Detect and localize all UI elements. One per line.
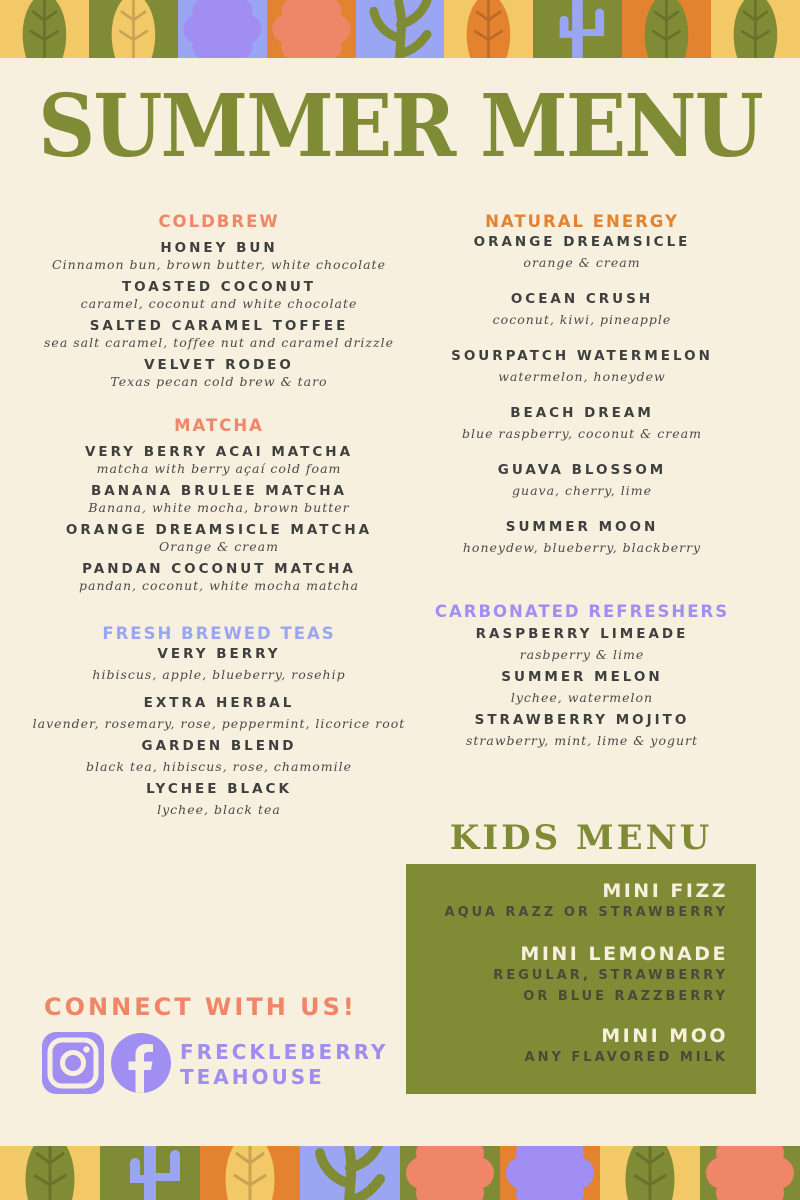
kids-item-name: MINI MOO — [601, 1025, 728, 1047]
item-description: Texas pecan cold brew & taro — [110, 374, 328, 389]
decor-tile — [600, 1146, 700, 1200]
item-description: pandan, coconut, white mocha matcha — [79, 578, 359, 593]
menu-item — [20, 483, 418, 516]
kids-item-description: ANY FLAVORED MILK — [524, 1050, 728, 1065]
item-description: coconut, kiwi, pineapple — [492, 312, 672, 327]
item-description: Orange & cream — [159, 539, 279, 554]
menu-item — [20, 318, 418, 351]
kids-item — [445, 880, 728, 923]
connect-title: CONNECT WITH US! — [44, 993, 357, 1021]
decor-tile — [711, 0, 800, 58]
section-matcha — [20, 416, 418, 594]
decor-tile — [0, 1146, 100, 1200]
left-column — [20, 212, 418, 818]
menu-item — [20, 357, 418, 390]
handle-line: FRECKLEBERRY — [180, 1040, 389, 1064]
item-name: STRAWBERRY MOJITO — [474, 712, 690, 728]
menu-item — [432, 462, 732, 499]
section-title: CARBONATED REFRESHERS — [434, 602, 730, 621]
item-name: BANANA BRULEE MATCHA — [90, 483, 348, 499]
section-title: NATURAL ENERGY — [485, 212, 679, 231]
item-description: honeydew, blueberry, blackberry — [462, 540, 702, 555]
item-description: rasbperry & lime — [519, 647, 645, 662]
menu-title: SUMMER MENU — [38, 76, 762, 177]
item-name: EXTRA HERBAL — [143, 695, 295, 711]
item-name: SALTED CARAMEL TOFFEE — [89, 318, 349, 334]
item-description: lavender, rosemary, rose, peppermint, licorice root — [32, 716, 406, 731]
section-fresh-brewed-teas — [20, 624, 418, 818]
menu-item — [20, 561, 418, 594]
decor-tile — [622, 0, 711, 58]
kids-item-description: OR BLUE RAZZBERRY — [523, 989, 728, 1004]
item-name: HONEY BUN — [160, 240, 278, 256]
section-carbonated-refreshers — [432, 602, 732, 749]
menu-item — [432, 291, 732, 328]
bottom-decor-band — [0, 1146, 800, 1200]
social-handle[interactable] — [180, 1040, 388, 1090]
item-description: watermelon, honeydew — [498, 369, 666, 384]
facebook-icon[interactable] — [110, 1032, 172, 1094]
item-name: VERY BERRY ACAI MATCHA — [84, 444, 354, 460]
item-name: BEACH DREAM — [510, 405, 654, 421]
menu-item — [20, 646, 418, 683]
item-description: black tea, hibiscus, rose, chamomile — [85, 759, 353, 774]
menu-item — [20, 738, 418, 775]
kids-item-name: MINI FIZZ — [602, 880, 728, 902]
menu-item — [432, 712, 732, 749]
handle-line: TEAHOUSE — [180, 1065, 325, 1089]
item-name: SUMMER MELON — [501, 669, 663, 685]
kids-item — [525, 1025, 728, 1068]
item-description: strawberry, mint, lime & yogurt — [465, 733, 699, 748]
instagram-icon[interactable] — [42, 1032, 104, 1094]
kids-item-name: MINI LEMONADE — [520, 943, 728, 965]
item-description: lychee, black tea — [157, 802, 281, 817]
item-description: lychee, watermelon — [510, 690, 654, 705]
menu-item — [432, 669, 732, 706]
item-name: OCEAN CRUSH — [510, 291, 654, 307]
decor-tile — [267, 0, 356, 58]
item-description: blue raspberry, coconut & cream — [462, 426, 702, 441]
menu-item — [432, 348, 732, 385]
item-name: RASPBERRY LIMEADE — [475, 626, 689, 642]
item-name: ORANGE DREAMSICLE MATCHA — [65, 522, 373, 538]
menu-item — [20, 695, 418, 732]
item-description: caramel, coconut and white chocolate — [80, 296, 358, 311]
menu-item — [20, 279, 418, 312]
kids-item-description: AQUA RAZZ OR STRAWBERRY — [444, 905, 728, 920]
item-name: TOASTED COCONUT — [121, 279, 317, 295]
menu-item — [20, 444, 418, 477]
section-coldbrew — [20, 212, 418, 390]
kids-item — [493, 943, 728, 1007]
menu-item — [20, 781, 418, 818]
decor-tile — [356, 0, 445, 58]
decor-tile — [178, 0, 267, 58]
kids-item-description: REGULAR, STRAWBERRY — [493, 968, 728, 983]
item-description: matcha with berry açaí cold foam — [96, 461, 342, 476]
item-description: sea salt caramel, toffee nut and caramel drizzle — [44, 335, 394, 350]
decor-tile — [700, 1146, 800, 1200]
menu-item — [20, 240, 418, 273]
section-natural-energy — [432, 212, 732, 556]
item-description: Banana, white mocha, brown butter — [88, 500, 350, 515]
item-description: hibiscus, apple, blueberry, rosehip — [92, 667, 346, 682]
section-title: MATCHA — [174, 416, 264, 435]
item-description: Cinnamon bun, brown butter, white chocolate — [52, 257, 386, 272]
item-description: orange & cream — [523, 255, 641, 270]
decor-tile — [400, 1146, 500, 1200]
kids-menu-box — [406, 864, 756, 1094]
item-description: guava, cherry, lime — [512, 483, 652, 498]
item-name: VERY BERRY — [157, 646, 281, 662]
item-name: VELVET RODEO — [144, 357, 294, 373]
decor-tile — [300, 1146, 400, 1200]
item-name: SOURPATCH WATERMELON — [451, 348, 713, 364]
decor-tile — [0, 0, 89, 58]
decor-tile — [500, 1146, 600, 1200]
top-decor-band — [0, 0, 800, 58]
decor-tile — [444, 0, 533, 58]
item-name: LYCHEE BLACK — [146, 781, 292, 797]
section-title: FRESH BREWED TEAS — [102, 624, 336, 643]
decor-tile — [89, 0, 178, 58]
menu-item — [20, 522, 418, 555]
kids-menu-title: KIDS MENU — [449, 818, 713, 858]
decor-tile — [200, 1146, 300, 1200]
menu-item — [432, 626, 732, 663]
item-name: GUAVA BLOSSOM — [497, 462, 667, 478]
section-title: COLDBREW — [158, 212, 280, 231]
menu-item — [432, 519, 732, 556]
item-name: GARDEN BLEND — [141, 738, 297, 754]
menu-item — [432, 405, 732, 442]
menu-item — [432, 234, 732, 271]
right-column — [432, 212, 732, 749]
decor-tile — [533, 0, 622, 58]
decor-tile — [100, 1146, 200, 1200]
item-name: PANDAN COCONUT MATCHA — [82, 561, 356, 577]
item-name: SUMMER MOON — [505, 519, 659, 535]
item-name: ORANGE DREAMSICLE — [473, 234, 691, 250]
